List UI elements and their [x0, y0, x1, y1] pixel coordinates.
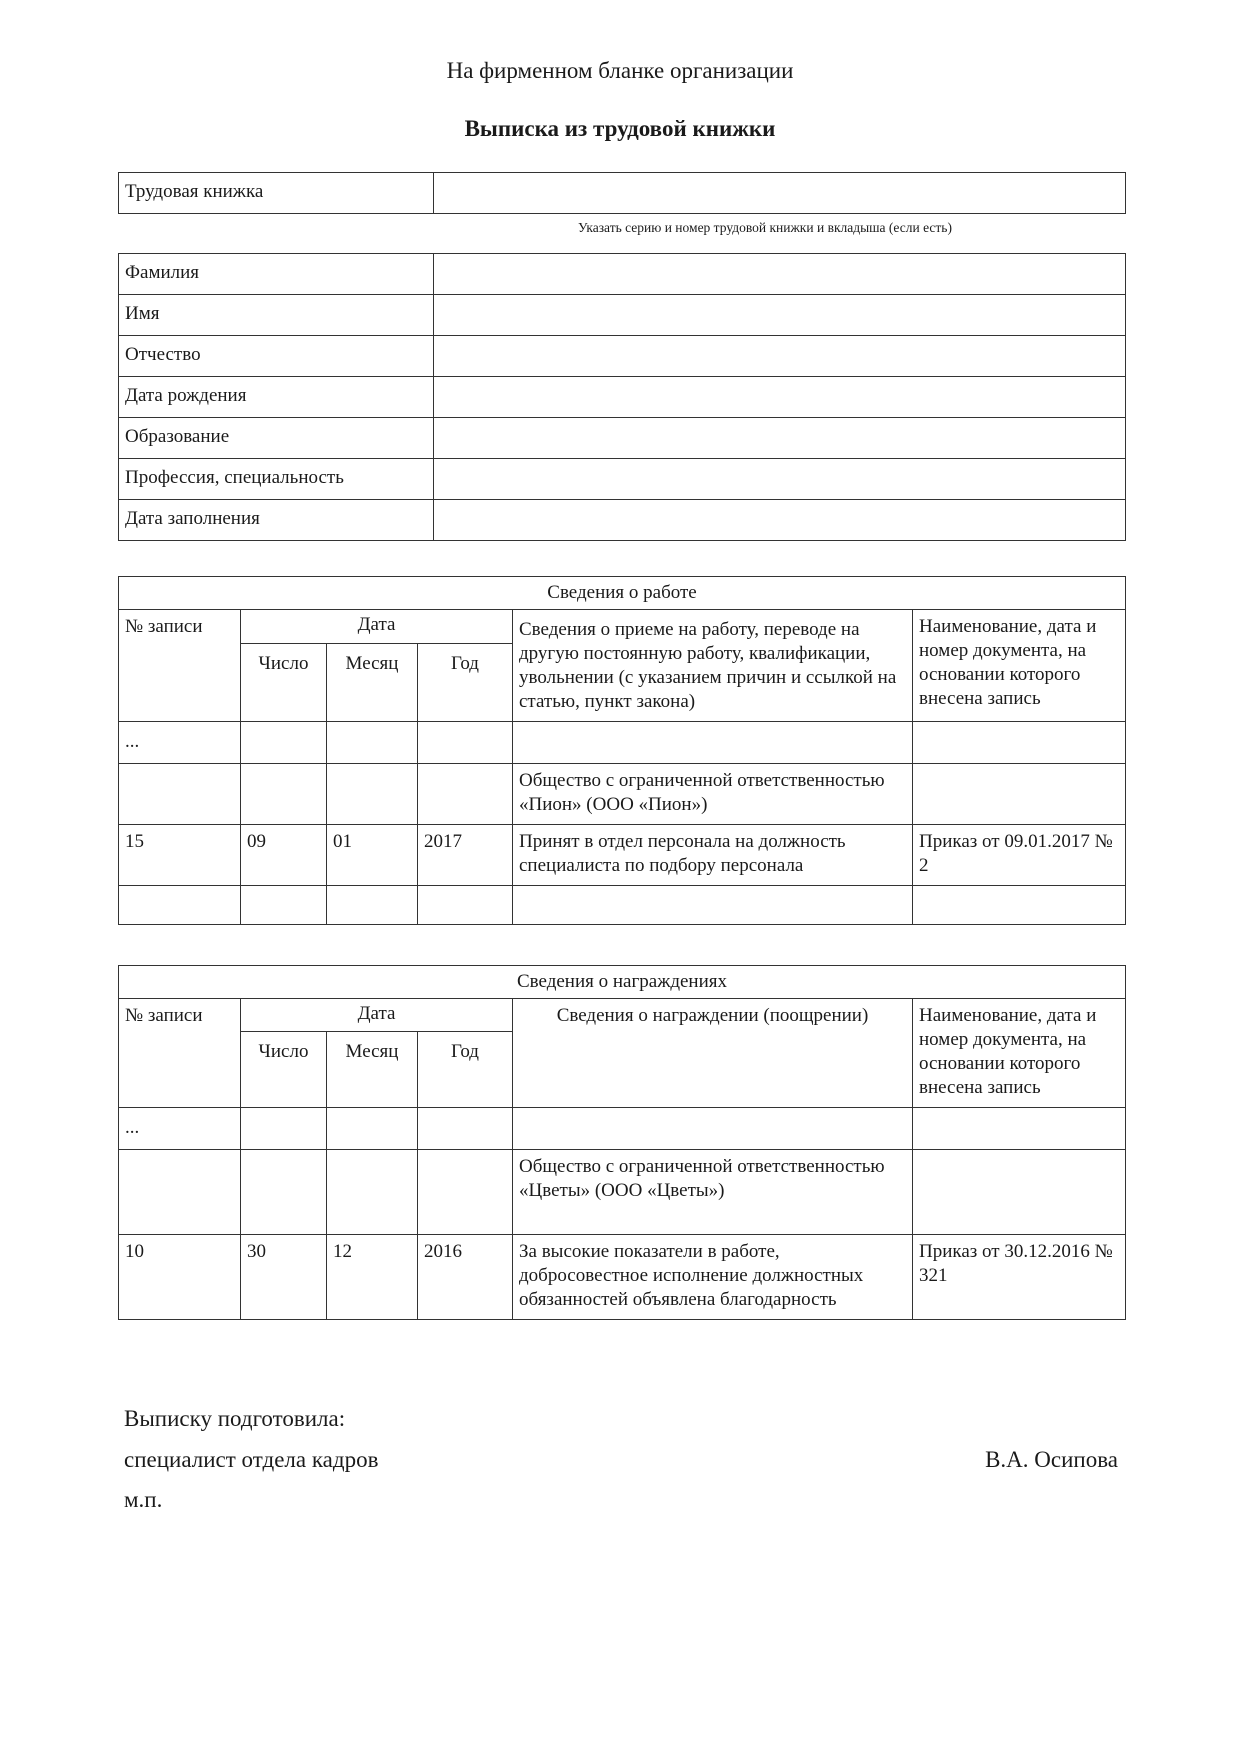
- personal-row: [119, 459, 1126, 500]
- col-document: Наименование, дата и номер документа, на основании которого внесена запись: [913, 610, 1126, 722]
- col-month: Месяц: [327, 643, 418, 721]
- table-header-row: [119, 999, 1126, 1032]
- cell-document: Приказ от 30.12.2016 № 321: [913, 1235, 1126, 1320]
- cell-record-no: [119, 886, 241, 925]
- cell-day: 30: [241, 1235, 327, 1320]
- table-row: [119, 1235, 1126, 1320]
- cell-document: [913, 722, 1126, 764]
- table-section-header-row: [119, 966, 1126, 999]
- personal-value: [434, 377, 1126, 418]
- personal-value: [434, 295, 1126, 336]
- work-book-hint: Указать серию и номер трудовой книжки и вкладыша (если есть): [578, 220, 952, 235]
- personal-label: Фамилия: [119, 254, 434, 295]
- personal-label: Дата заполнения: [119, 500, 434, 541]
- col-day: Число: [241, 643, 327, 721]
- signer-name: В.А. Осипова: [985, 1447, 1118, 1472]
- personal-row: [119, 377, 1126, 418]
- awards-section-title: Сведения о награждениях: [119, 966, 1126, 999]
- cell-year: [418, 722, 513, 764]
- personal-value: [434, 254, 1126, 295]
- col-date: Дата: [241, 610, 513, 644]
- col-record-no: № записи: [119, 610, 241, 722]
- work-section-title: Сведения о работе: [119, 577, 1126, 610]
- table-row: [119, 764, 1126, 825]
- personal-label: Профессия, специальность: [119, 459, 434, 500]
- personal-label: Образование: [119, 418, 434, 459]
- cell-day: 09: [241, 825, 327, 886]
- cell-year: 2016: [418, 1235, 513, 1320]
- cell-day: [241, 1108, 327, 1150]
- col-year: Год: [418, 643, 513, 721]
- personal-label: Отчество: [119, 336, 434, 377]
- cell-record-no: 15: [119, 825, 241, 886]
- cell-month: [327, 886, 418, 925]
- cell-month: [327, 1108, 418, 1150]
- col-record-no: № записи: [119, 999, 241, 1108]
- cell-year: [418, 886, 513, 925]
- personal-row: [119, 295, 1126, 336]
- personal-label: Имя: [119, 295, 434, 336]
- cell-day: [241, 886, 327, 925]
- personal-label: Дата рождения: [119, 377, 434, 418]
- table-row: [119, 1108, 1126, 1150]
- cell-record-no: 10: [119, 1235, 241, 1320]
- cell-document: [913, 1150, 1126, 1235]
- cell-document: [913, 764, 1126, 825]
- personal-row: [119, 418, 1126, 459]
- col-day: Число: [241, 1031, 327, 1107]
- cell-year: 2017: [418, 825, 513, 886]
- col-month: Месяц: [327, 1031, 418, 1107]
- work-book-table: [118, 172, 1126, 214]
- personal-value: [434, 336, 1126, 377]
- stamp-place: м.п.: [124, 1487, 163, 1512]
- cell-month: 01: [327, 825, 418, 886]
- cell-day: [241, 722, 327, 764]
- cell-document: Приказ от 09.01.2017 № 2: [913, 825, 1126, 886]
- personal-row: [119, 500, 1126, 541]
- col-year: Год: [418, 1031, 513, 1107]
- personal-value: [434, 459, 1126, 500]
- col-info: Сведения о награждении (поощрении): [513, 999, 913, 1108]
- cell-info: Принят в отдел персонала на должность специалиста по подбору персонала: [513, 825, 913, 886]
- prepared-by-label: Выписку подготовила:: [124, 1406, 346, 1431]
- awards-info-table: [118, 965, 1126, 1320]
- cell-month: 12: [327, 1235, 418, 1320]
- cell-month: [327, 1150, 418, 1235]
- table-row: [119, 722, 1126, 764]
- personal-data-table: [118, 253, 1126, 541]
- cell-record-no: ...: [119, 1108, 241, 1150]
- table-row: [119, 886, 1126, 925]
- cell-day: [241, 1150, 327, 1235]
- cell-record-no: ...: [119, 722, 241, 764]
- cell-month: [327, 764, 418, 825]
- col-info: Сведения о приеме на работу, переводе на другую постоянную работу, квалификации, увольнении (с указанием причин и ссылкой на статью, пункт закона): [513, 610, 913, 722]
- table-row: [119, 825, 1126, 886]
- work-book-row: [119, 173, 1126, 214]
- cell-info: [513, 722, 913, 764]
- letterhead-note: На фирменном бланке организации: [446, 58, 794, 83]
- personal-row: [119, 336, 1126, 377]
- table-section-header-row: [119, 577, 1126, 610]
- table-header-row: [119, 610, 1126, 644]
- personal-value: [434, 500, 1126, 541]
- cell-year: [418, 1108, 513, 1150]
- cell-year: [418, 764, 513, 825]
- signer-position: специалист отдела кадров: [124, 1447, 379, 1472]
- col-document: Наименование, дата и номер документа, на основании которого внесена запись: [913, 999, 1126, 1108]
- cell-info: За высокие показатели в работе, добросовестное исполнение должностных обязанностей объявлена благодарность: [513, 1235, 913, 1320]
- table-row: [119, 1150, 1126, 1235]
- cell-year: [418, 1150, 513, 1235]
- cell-record-no: [119, 1150, 241, 1235]
- cell-record-no: [119, 764, 241, 825]
- cell-document: [913, 1108, 1126, 1150]
- col-date: Дата: [241, 999, 513, 1032]
- cell-document: [913, 886, 1126, 925]
- work-book-label: Трудовая книжка: [119, 173, 434, 214]
- personal-row: [119, 254, 1126, 295]
- cell-info: Общество с ограниченной ответственностью «Цветы» (ООО «Цветы»): [513, 1150, 913, 1235]
- cell-info: [513, 886, 913, 925]
- work-info-table: [118, 576, 1126, 925]
- work-book-value-cell: [434, 173, 1126, 214]
- personal-value: [434, 418, 1126, 459]
- cell-month: [327, 722, 418, 764]
- page-title: Выписка из трудовой книжки: [464, 116, 776, 141]
- cell-day: [241, 764, 327, 825]
- cell-info: [513, 1108, 913, 1150]
- cell-info: Общество с ограниченной ответственностью «Пион» (ООО «Пион»): [513, 764, 913, 825]
